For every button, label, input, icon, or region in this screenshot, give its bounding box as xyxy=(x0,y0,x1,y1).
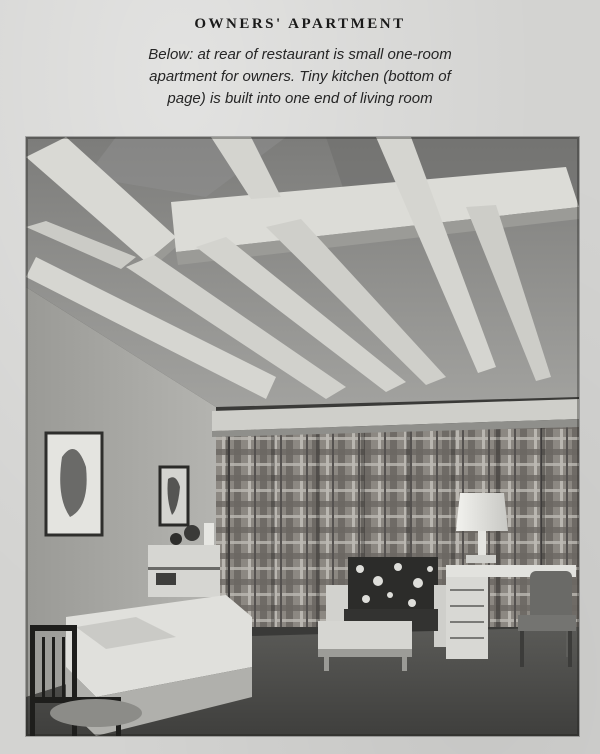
caption-line-2: apartment for owners. Tiny kitchen (bottom of xyxy=(149,68,451,85)
bookshelf xyxy=(148,545,220,597)
caption-line-3: page) is built into one end of living room xyxy=(167,90,433,107)
section-heading: OWNERS' APARTMENT xyxy=(194,16,406,32)
apartment-photo-illustration xyxy=(26,137,579,736)
apartment-photo xyxy=(26,137,579,736)
caption-line-1: Below: at rear of restaurant is small one-room xyxy=(148,46,452,63)
photo-caption xyxy=(70,44,530,110)
